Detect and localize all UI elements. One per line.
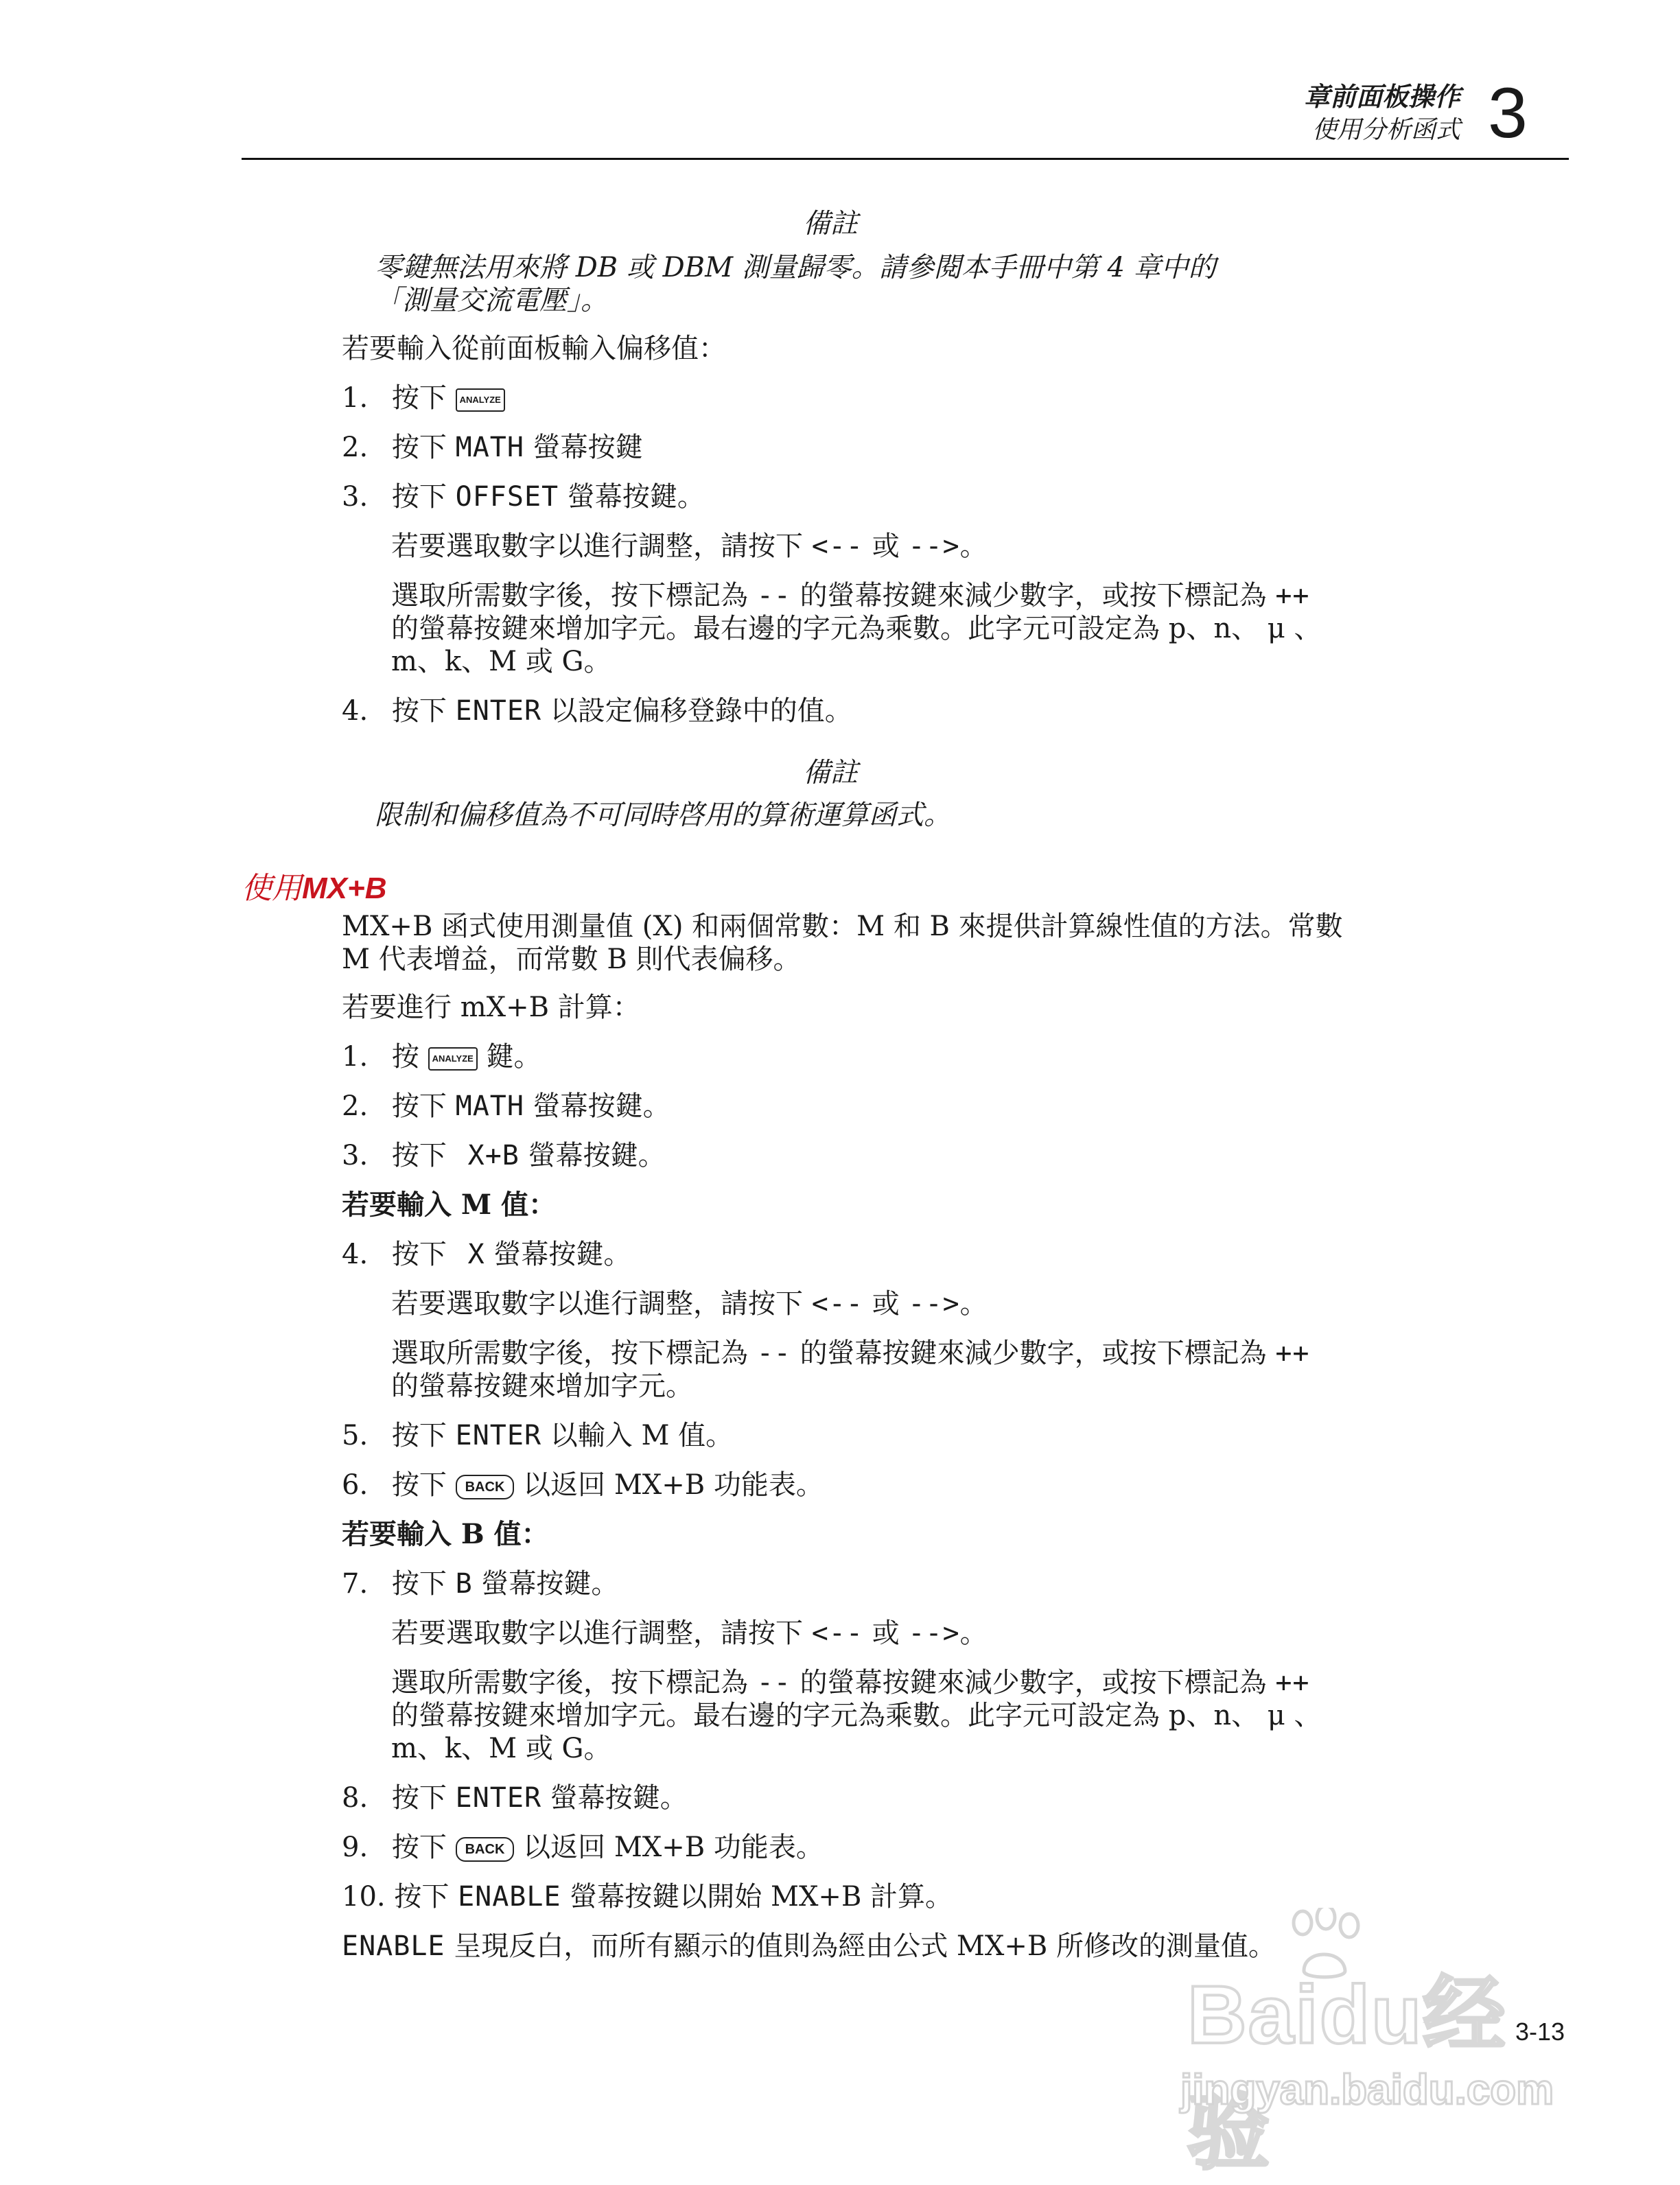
step-text: 按下 [391,1140,447,1171]
step-number: 10. [342,1881,386,1913]
step-text: 按下 [391,1469,447,1501]
lcd-label: MATH [455,1090,524,1122]
note1-line2: 「測量交流電壓」。 [375,285,608,316]
running-header [1304,81,1460,145]
text: 選取所需數字後，按下標記為 [391,1667,748,1698]
lcd-label: -- [756,1337,791,1369]
mxb-step-1 [342,1040,541,1073]
step-number: 3. [342,481,369,513]
step-number: 6. [342,1469,369,1501]
step-number: 3. [342,1140,369,1171]
step-text: 按下 [391,695,447,727]
mxb-step-10 [342,1880,953,1913]
note1-title: 備註 [803,208,858,239]
step-text: 按下 [391,1090,447,1122]
note2-line1: 限制和偏移值為不可同時啓用的算術運算函式。 [375,799,951,831]
back-key-icon: BACK [456,1837,515,1862]
lcd-label: ENABLE [458,1881,561,1913]
step-text: 按下 [391,382,447,414]
lcd-label: ENTER [455,695,542,727]
lcd-label: --> [908,530,960,562]
text: 呈現反白，而所有顯示的值則為經由公式 MX+B 所修改的測量值。 [454,1930,1276,1962]
chapter-number: 3 [1488,73,1528,153]
note2-title: 備註 [803,757,858,788]
step-text: 螢幕按鍵 [533,432,643,463]
watermark-brand: Baidu经验 [1187,1969,1507,2179]
step-text: 按下 [391,1568,447,1600]
mxb-step-9 [342,1831,824,1864]
step-number: 7. [342,1568,369,1600]
back-key-icon: BACK [456,1475,515,1499]
step-number: 1. [342,382,369,414]
mxb-adjust2-line2: 的螢幕按鍵來增加字元。最右邊的字元為乘數。此字元可設定為 p、n、 μ 、 [391,1700,1322,1731]
text: 的螢幕按鍵來減少數字，或按下標記為 [800,580,1267,611]
lcd-label: -- [756,1667,791,1698]
mxb-step-8 [342,1781,688,1814]
mxb-adjust-line1 [391,1337,1310,1370]
offset-step-2 [342,431,643,464]
step-number: 5. [342,1420,369,1451]
watermark-url: jingyan.baidu.com [1180,2066,1554,2114]
step-text: 按 [391,1041,419,1073]
mxb-select-text-2 [391,1617,988,1650]
text: 選取所需數字後，按下標記為 [391,580,748,611]
step-text: 螢幕按鍵。 [481,1568,619,1600]
step-text: 按下 [391,1832,447,1863]
step-text: 以設定偏移登錄中的值。 [550,695,852,727]
text: 的螢幕按鍵來減少數字，或按下標記為 [800,1337,1267,1369]
lcd-label: --> [908,1617,960,1649]
baidu-watermark [1180,1908,1565,2179]
section-title: 使用分析函式 [1311,115,1460,143]
mxb-step-5 [342,1419,733,1452]
step-text: 螢幕按鍵。 [533,1090,670,1122]
m-value-heading: 若要輸入 M 值： [342,1189,557,1221]
step-text: 螢幕按鍵。 [528,1140,666,1171]
mxb-step-4 [342,1238,631,1271]
step-number: 2. [342,432,369,463]
lcd-label: <-- [811,1617,863,1649]
lcd-label: OFFSET [455,481,559,513]
text: 或 [872,530,900,562]
lcd-label: ENABLE [342,1930,445,1962]
mxb-final-text [342,1930,1276,1963]
mxb-adjust2-line1 [391,1666,1310,1699]
page-number: 3-13 [1515,2018,1565,2046]
step-text: 鍵。 [486,1041,541,1073]
step-text: 按下 [394,1881,450,1913]
mxb-step-7 [342,1567,618,1600]
lcd-label: X+B [467,1140,520,1171]
step-number: 9. [342,1832,369,1863]
mxb-step-2 [342,1090,670,1123]
text: 若要選取數字以進行調整，請按下 [391,1288,803,1320]
text: 。 [959,1288,988,1320]
chapter-title: 章前面板操作 [1303,83,1460,112]
step-text: 以返回 MX+B 功能表。 [523,1469,824,1501]
text: 。 [959,1617,988,1649]
lcd-label: B [455,1568,473,1600]
offset-select-text [391,530,988,563]
lcd-label: ++ [1275,1667,1310,1698]
text: 的螢幕按鍵來減少數字，或按下標記為 [800,1667,1267,1698]
offset-step-3 [342,480,705,513]
lcd-label: ++ [1275,580,1310,611]
mxb-intro-line2: M 代表增益，而常數 B 則代表偏移。 [342,944,801,975]
offset-step-4 [342,694,852,727]
step-number: 4. [342,1239,369,1270]
offset-adjust-line3: m、k、M 或 G。 [391,646,611,677]
text: 若要選取數字以進行調整，請按下 [391,530,803,562]
offset-adjust-line1 [391,579,1310,612]
lcd-label: ENTER [455,1782,542,1814]
step-text: 按下 [391,1239,447,1270]
lcd-label: -- [756,580,791,611]
lcd-label: --> [908,1288,960,1320]
heading-prefix: 使用 [242,872,302,905]
b-value-heading: 若要輸入 B 值： [342,1518,549,1550]
step-text: 按下 [391,1420,447,1451]
step-text: 以返回 MX+B 功能表。 [523,1832,824,1863]
lcd-label: ENTER [455,1420,542,1451]
mxb-intro-line3: 若要進行 mX+B 計算： [342,992,640,1023]
analyze-key-icon: ANALYZE [456,388,505,412]
analyze-key-icon: ANALYZE [428,1047,478,1071]
offset-adjust-line2: 的螢幕按鍵來增加字元。最右邊的字元為乘數。此字元可設定為 p、n、 μ 、 [391,613,1322,644]
step-text: 以輸入 M 值。 [550,1420,734,1451]
text: 若要選取數字以進行調整，請按下 [391,1617,803,1649]
mxb-adjust2-line3: m、k、M 或 G。 [391,1733,611,1764]
text: 。 [959,530,988,562]
lcd-label: <-- [811,1288,863,1320]
step-text: 螢幕按鍵以開始 MX+B 計算。 [570,1881,953,1913]
text: 或 [872,1288,900,1320]
step-number: 2. [342,1090,369,1122]
header-rule [242,158,1569,160]
mxb-intro-line1: MX+B 函式使用測量值 (X) 和兩個常數：M 和 B 來提供計算線性值的方法。常數 [342,911,1343,942]
lcd-label: X [467,1239,485,1270]
mxb-step-6 [342,1469,824,1502]
step-text: 按下 [391,1782,447,1814]
lcd-label: ++ [1275,1337,1310,1369]
heading-name: MX+B [302,872,387,905]
mxb-select-text [391,1287,988,1320]
step-number: 8. [342,1782,369,1814]
note1-line1: 零鍵無法用來將 DB 或 DBM 測量歸零。請參閱本手冊中第 4 章中的 [375,252,1216,283]
step-text: 按下 [391,481,447,513]
step-number: 4. [342,695,369,727]
section-heading [242,863,386,907]
step-number: 1. [342,1041,369,1073]
text: 選取所需數字後，按下標記為 [391,1337,748,1369]
lcd-label: <-- [811,530,863,562]
step-text: 螢幕按鍵。 [493,1239,631,1270]
mxb-adjust-line2: 的螢幕按鍵來增加字元。 [391,1370,693,1402]
step-text: 按下 [391,432,447,463]
lcd-label: MATH [455,432,524,463]
step-text: 螢幕按鍵。 [567,481,705,513]
offset-step-1 [342,382,505,414]
offset-intro: 若要輸入從前面板輸入偏移值： [342,333,726,364]
step-text: 螢幕按鍵。 [550,1782,688,1814]
text: 或 [872,1617,900,1649]
mxb-step-3 [342,1139,666,1172]
